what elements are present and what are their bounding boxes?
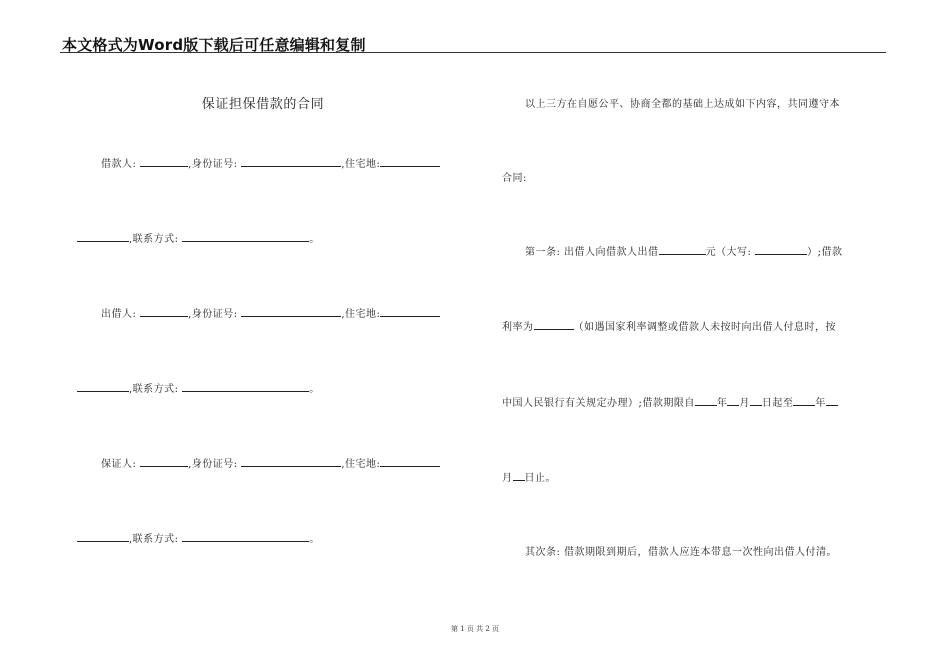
guarantor-contact-end: 。 [309, 534, 320, 545]
guarantor-addr-blank-2[interactable] [77, 532, 129, 542]
start-year-label: 年 [716, 398, 728, 409]
borrower-contact-line [77, 230, 320, 245]
guarantor-contact-line [77, 530, 320, 545]
preamble-line-2: 合同: [502, 173, 527, 184]
end-month-label: 月 [502, 473, 513, 484]
loan-amount-blank[interactable] [659, 245, 706, 255]
lender-id-label: ,身份证号: [188, 309, 238, 320]
guarantor-id-blank[interactable] [241, 457, 341, 467]
article-1-prefix: 第一条: 出借人向借款人出借 [525, 247, 659, 258]
borrower-addr-blank-2[interactable] [77, 232, 129, 242]
start-day-label: 日起至 [761, 398, 794, 409]
borrower-contact-label: ,联系方式: [129, 234, 179, 245]
loan-amount-caps-blank[interactable] [755, 245, 807, 255]
borrower-contact-blank[interactable] [182, 232, 309, 242]
guarantor-id-label: ,身份证号: [188, 459, 238, 470]
end-day-label: 日止。 [524, 473, 556, 484]
lender-addr-label: ,住宅地: [341, 309, 381, 320]
article-1-line-3-text: 中国人民银行有关规定办理）;借款期限自 [502, 398, 695, 409]
guarantor-name-blank[interactable] [140, 457, 188, 467]
article-1-line-2-rest: （如遇国家利率调整或借款人未按时向出借人付息时，按 [573, 322, 836, 333]
borrower-id-label: ,身份证号: [188, 159, 238, 170]
borrower-line [101, 155, 440, 170]
guarantor-addr-blank[interactable] [380, 457, 440, 467]
guarantor-label: 保证人: [101, 459, 137, 470]
document-title: 保证担保借款的合同 [201, 97, 325, 112]
article-1-line-1-end: ）;借款 [807, 247, 843, 258]
guarantor-addr-label: ,住宅地: [341, 459, 381, 470]
guarantor-line [101, 455, 440, 470]
header-rule [60, 52, 886, 53]
end-year-blank[interactable] [793, 396, 815, 406]
lender-line [101, 305, 440, 320]
lender-contact-line [77, 380, 320, 395]
lender-contact-label: ,联系方式: [129, 384, 179, 395]
lender-contact-end: 。 [309, 384, 320, 395]
interest-rate-blank[interactable] [534, 320, 574, 330]
guarantor-contact-label: ,联系方式: [129, 534, 179, 545]
interest-rate-label: 利率为 [502, 322, 534, 333]
end-year-label: 年 [815, 398, 826, 409]
guarantor-contact-blank[interactable] [182, 532, 309, 542]
start-day-blank[interactable] [750, 396, 762, 406]
article-1-line-3 [502, 394, 838, 409]
borrower-label: 借款人: [101, 159, 137, 170]
preamble-line-1: 以上三方在自愿公平、协商全都的基础上达成如下内容，共同遵守本 [525, 99, 840, 110]
end-month-blank[interactable] [826, 396, 838, 406]
lender-label: 出借人: [101, 309, 137, 320]
borrower-id-blank[interactable] [241, 157, 341, 167]
article-1-amount-caps-label: 元（大写: [705, 247, 752, 258]
lender-addr-blank-2[interactable] [77, 382, 129, 392]
lender-name-blank[interactable] [140, 307, 188, 317]
start-month-blank[interactable] [727, 396, 739, 406]
article-2-line: 其次条: 借款期限到期后，借款人应连本带息一次性向出借人付清。 [525, 547, 838, 558]
start-month-label: 月 [739, 398, 750, 409]
lender-id-blank[interactable] [241, 307, 341, 317]
borrower-name-blank[interactable] [140, 157, 188, 167]
page-footer: 第 1 页 共 2 页 [450, 625, 500, 633]
borrower-addr-blank[interactable] [380, 157, 440, 167]
article-1-line-1 [525, 243, 843, 258]
end-day-blank[interactable] [513, 471, 525, 481]
borrower-addr-label: ,住宅地: [341, 159, 381, 170]
article-1-line-2 [502, 318, 836, 333]
borrower-contact-end: 。 [309, 234, 320, 245]
article-1-line-4 [502, 469, 556, 484]
lender-contact-blank[interactable] [182, 382, 309, 392]
start-year-blank[interactable] [695, 396, 717, 406]
lender-addr-blank[interactable] [380, 307, 440, 317]
document-banner: 本文格式为Word版下载后可任意编辑和复制 [62, 36, 366, 54]
